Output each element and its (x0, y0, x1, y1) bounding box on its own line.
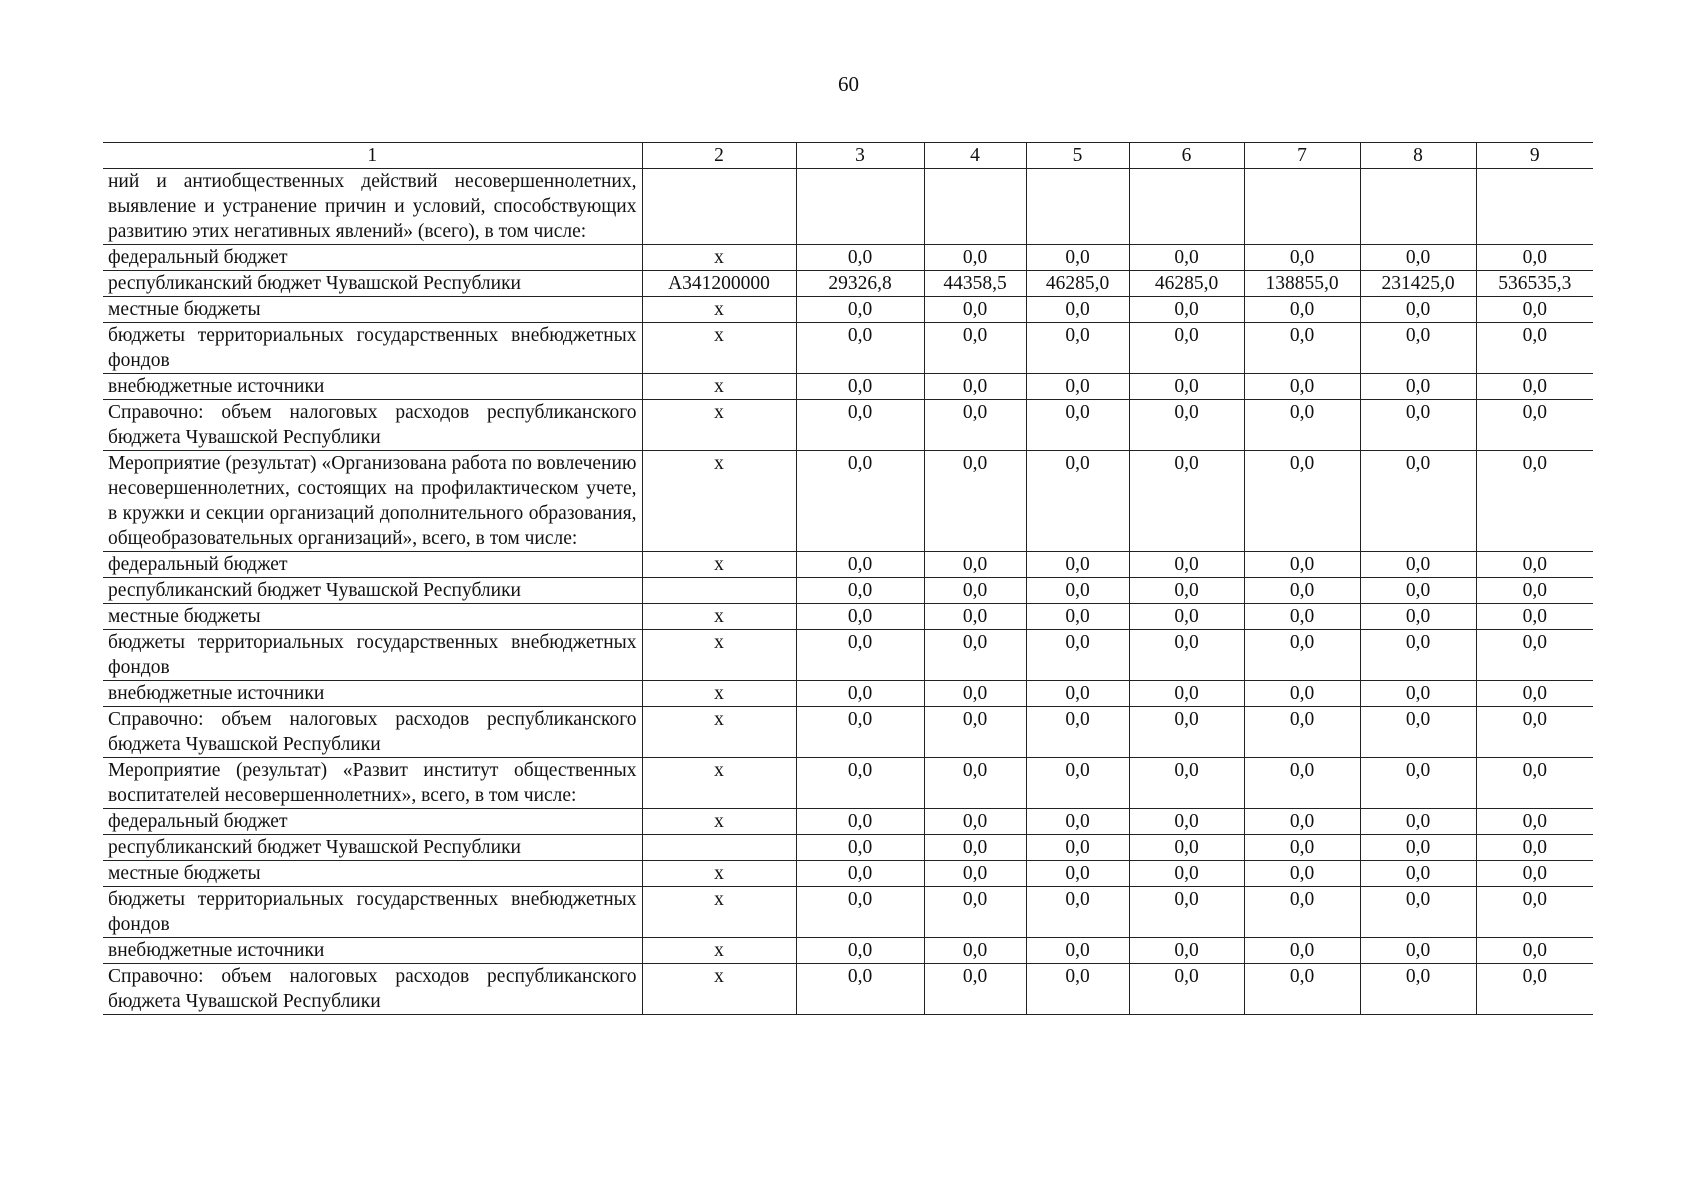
row-value-cell: 0,0 (1244, 835, 1360, 861)
table-row (103, 887, 1593, 938)
row-value-cell: 0,0 (924, 809, 1026, 835)
column-header-2: 2 (642, 143, 796, 169)
row-value-cell (1244, 169, 1360, 245)
row-value-cell: 46285,0 (1026, 271, 1129, 297)
row-name-cell: бюджеты территориальных государственных внебюджетных фондов (103, 887, 642, 938)
row-code-cell: х (642, 630, 796, 681)
row-code-cell (642, 578, 796, 604)
row-value-cell: 0,0 (1360, 835, 1476, 861)
row-value-cell: 0,0 (1360, 681, 1476, 707)
row-code-cell: х (642, 451, 796, 552)
row-name-cell: бюджеты территориальных государственных внебюджетных фондов (103, 323, 642, 374)
table-row (103, 552, 1593, 578)
row-value-cell: 0,0 (924, 758, 1026, 809)
row-value-cell: 0,0 (1244, 297, 1360, 323)
row-value-cell: 46285,0 (1129, 271, 1244, 297)
row-value-cell: 0,0 (796, 681, 924, 707)
row-value-cell: 0,0 (1244, 400, 1360, 451)
row-value-cell: 0,0 (1129, 630, 1244, 681)
row-value-cell: 0,0 (1026, 451, 1129, 552)
row-value-cell: 536535,3 (1476, 271, 1593, 297)
row-code-cell: х (642, 758, 796, 809)
table-row (103, 323, 1593, 374)
row-value-cell: 0,0 (924, 297, 1026, 323)
column-header-7: 7 (1244, 143, 1360, 169)
column-header-8: 8 (1360, 143, 1476, 169)
row-value-cell: 231425,0 (1360, 271, 1476, 297)
row-value-cell: 0,0 (796, 964, 924, 1015)
budget-table (103, 142, 1593, 1015)
row-value-cell: 0,0 (1476, 707, 1593, 758)
row-value-cell: 0,0 (1244, 552, 1360, 578)
row-value-cell: 0,0 (1026, 630, 1129, 681)
row-value-cell: 0,0 (1476, 887, 1593, 938)
row-value-cell: 0,0 (1244, 630, 1360, 681)
row-value-cell: 0,0 (1129, 707, 1244, 758)
row-value-cell: 0,0 (796, 809, 924, 835)
table-row (103, 630, 1593, 681)
row-value-cell (796, 169, 924, 245)
row-name-cell: федеральный бюджет (103, 245, 642, 271)
row-value-cell: 0,0 (1476, 861, 1593, 887)
table-row (103, 374, 1593, 400)
row-value-cell: 0,0 (924, 451, 1026, 552)
row-code-cell: х (642, 681, 796, 707)
table-row (103, 938, 1593, 964)
row-value-cell: 0,0 (1360, 374, 1476, 400)
row-code-cell: х (642, 400, 796, 451)
table-row (103, 245, 1593, 271)
row-code-cell: х (642, 245, 796, 271)
row-value-cell: 0,0 (796, 758, 924, 809)
row-value-cell: 0,0 (1360, 451, 1476, 552)
row-value-cell: 0,0 (1026, 707, 1129, 758)
row-value-cell: 0,0 (1244, 758, 1360, 809)
row-value-cell: 0,0 (796, 861, 924, 887)
row-value-cell: 0,0 (1476, 374, 1593, 400)
row-value-cell: 0,0 (1244, 809, 1360, 835)
row-value-cell: 0,0 (1476, 400, 1593, 451)
row-value-cell: 0,0 (1129, 887, 1244, 938)
row-value-cell: 0,0 (1360, 245, 1476, 271)
table-row (103, 578, 1593, 604)
row-value-cell: 0,0 (1476, 297, 1593, 323)
row-value-cell: 0,0 (1476, 245, 1593, 271)
row-value-cell: 0,0 (924, 245, 1026, 271)
row-name-cell: республиканский бюджет Чувашской Республики (103, 835, 642, 861)
row-name-cell: Справочно: объем налоговых расходов республиканского бюджета Чувашской Республики (103, 707, 642, 758)
row-value-cell: 0,0 (924, 552, 1026, 578)
column-header-5: 5 (1026, 143, 1129, 169)
row-value-cell: 0,0 (1129, 938, 1244, 964)
row-value-cell (924, 169, 1026, 245)
row-value-cell: 0,0 (924, 681, 1026, 707)
column-header-9: 9 (1476, 143, 1593, 169)
row-value-cell: 0,0 (924, 323, 1026, 374)
row-value-cell: 0,0 (1129, 400, 1244, 451)
row-value-cell: 0,0 (1026, 835, 1129, 861)
row-value-cell: 0,0 (1026, 245, 1129, 271)
row-value-cell: 0,0 (1026, 374, 1129, 400)
row-value-cell: 0,0 (924, 835, 1026, 861)
row-code-cell: А341200000 (642, 271, 796, 297)
row-value-cell: 0,0 (1360, 758, 1476, 809)
row-value-cell (1476, 169, 1593, 245)
row-value-cell: 0,0 (924, 964, 1026, 1015)
row-value-cell: 0,0 (1129, 245, 1244, 271)
row-value-cell: 0,0 (1244, 578, 1360, 604)
table-row (103, 604, 1593, 630)
row-value-cell: 0,0 (796, 400, 924, 451)
row-value-cell: 0,0 (1129, 604, 1244, 630)
row-value-cell: 0,0 (1129, 758, 1244, 809)
row-value-cell: 0,0 (796, 630, 924, 681)
row-name-cell: бюджеты территориальных государственных внебюджетных фондов (103, 630, 642, 681)
row-value-cell (1360, 169, 1476, 245)
row-name-cell: местные бюджеты (103, 604, 642, 630)
row-name-cell: федеральный бюджет (103, 809, 642, 835)
table-row (103, 861, 1593, 887)
row-value-cell: 0,0 (1360, 552, 1476, 578)
row-value-cell: 0,0 (796, 374, 924, 400)
row-value-cell: 0,0 (1244, 707, 1360, 758)
row-value-cell: 0,0 (1026, 887, 1129, 938)
row-value-cell: 0,0 (924, 938, 1026, 964)
row-name-cell: республиканский бюджет Чувашской Республики (103, 271, 642, 297)
row-value-cell: 0,0 (1026, 297, 1129, 323)
row-value-cell: 0,0 (1476, 964, 1593, 1015)
row-code-cell: х (642, 604, 796, 630)
row-name-cell: местные бюджеты (103, 297, 642, 323)
table-row (103, 297, 1593, 323)
row-value-cell (1129, 169, 1244, 245)
row-name-cell: внебюджетные источники (103, 681, 642, 707)
row-value-cell: 0,0 (1129, 809, 1244, 835)
row-value-cell: 0,0 (796, 604, 924, 630)
row-value-cell: 0,0 (1026, 323, 1129, 374)
row-value-cell: 0,0 (1360, 707, 1476, 758)
row-value-cell: 0,0 (1244, 887, 1360, 938)
row-value-cell: 0,0 (1360, 604, 1476, 630)
row-value-cell: 0,0 (1360, 297, 1476, 323)
row-code-cell (642, 169, 796, 245)
table-row (103, 707, 1593, 758)
row-value-cell: 0,0 (1129, 964, 1244, 1015)
row-value-cell: 0,0 (1244, 861, 1360, 887)
row-value-cell: 0,0 (1129, 681, 1244, 707)
row-value-cell: 44358,5 (924, 271, 1026, 297)
row-value-cell: 0,0 (1129, 835, 1244, 861)
row-value-cell: 0,0 (796, 451, 924, 552)
row-value-cell: 0,0 (1244, 323, 1360, 374)
row-value-cell: 0,0 (1476, 758, 1593, 809)
row-value-cell: 0,0 (1026, 861, 1129, 887)
row-code-cell: х (642, 964, 796, 1015)
row-value-cell: 0,0 (796, 578, 924, 604)
row-value-cell: 0,0 (1360, 323, 1476, 374)
row-value-cell: 0,0 (1244, 604, 1360, 630)
row-value-cell: 0,0 (796, 297, 924, 323)
row-value-cell: 0,0 (1026, 578, 1129, 604)
row-value-cell: 0,0 (796, 323, 924, 374)
row-value-cell: 0,0 (1360, 400, 1476, 451)
row-value-cell: 0,0 (796, 552, 924, 578)
row-code-cell: х (642, 323, 796, 374)
row-value-cell: 0,0 (1476, 323, 1593, 374)
row-value-cell: 0,0 (1360, 809, 1476, 835)
row-value-cell: 0,0 (1476, 835, 1593, 861)
row-name-cell: Мероприятие (результат) «Организована работа по вовлечению несовершеннолетних, состоящих на профилактическом учете, в кружки и секции организаций дополнительного образования, общеобразовательных организаций», всего, в том числе: (103, 451, 642, 552)
row-name-cell: республиканский бюджет Чувашской Республики (103, 578, 642, 604)
row-value-cell: 0,0 (1129, 374, 1244, 400)
row-value-cell: 0,0 (1360, 578, 1476, 604)
row-value-cell: 29326,8 (796, 271, 924, 297)
row-name-cell: федеральный бюджет (103, 552, 642, 578)
row-value-cell: 0,0 (1244, 451, 1360, 552)
row-value-cell: 0,0 (924, 707, 1026, 758)
row-value-cell: 0,0 (796, 938, 924, 964)
row-value-cell: 0,0 (1026, 604, 1129, 630)
row-value-cell: 0,0 (924, 604, 1026, 630)
table-row (103, 451, 1593, 552)
row-value-cell: 0,0 (924, 578, 1026, 604)
row-code-cell: х (642, 861, 796, 887)
row-value-cell: 0,0 (1476, 630, 1593, 681)
row-value-cell: 0,0 (1476, 552, 1593, 578)
page-number: 60 (838, 72, 859, 96)
column-header-1: 1 (103, 143, 642, 169)
row-code-cell: х (642, 374, 796, 400)
row-value-cell: 0,0 (1026, 964, 1129, 1015)
table-row (103, 964, 1593, 1015)
row-value-cell: 0,0 (1476, 681, 1593, 707)
table-row (103, 681, 1593, 707)
row-value-cell: 0,0 (1360, 887, 1476, 938)
row-code-cell: х (642, 809, 796, 835)
table-row (103, 400, 1593, 451)
column-header-4: 4 (924, 143, 1026, 169)
row-value-cell: 0,0 (1476, 578, 1593, 604)
row-value-cell: 0,0 (1129, 323, 1244, 374)
table-row (103, 169, 1593, 245)
row-value-cell: 0,0 (796, 887, 924, 938)
row-code-cell (642, 835, 796, 861)
table-row (103, 758, 1593, 809)
row-code-cell: х (642, 938, 796, 964)
row-name-cell: внебюджетные источники (103, 938, 642, 964)
row-name-cell: внебюджетные источники (103, 374, 642, 400)
row-code-cell: х (642, 707, 796, 758)
column-header-3: 3 (796, 143, 924, 169)
row-value-cell: 0,0 (1360, 630, 1476, 681)
row-value-cell: 0,0 (1026, 809, 1129, 835)
row-value-cell: 0,0 (1129, 297, 1244, 323)
row-name-cell: Справочно: объем налоговых расходов республиканского бюджета Чувашской Республики (103, 400, 642, 451)
row-value-cell: 0,0 (1476, 451, 1593, 552)
row-value-cell: 0,0 (924, 630, 1026, 681)
row-value-cell: 0,0 (796, 245, 924, 271)
row-value-cell: 0,0 (1026, 400, 1129, 451)
table-header-row (103, 143, 1593, 169)
row-value-cell: 0,0 (924, 400, 1026, 451)
row-name-cell: Справочно: объем налоговых расходов республиканского бюджета Чувашской Республики (103, 964, 642, 1015)
row-value-cell: 0,0 (1026, 758, 1129, 809)
row-value-cell: 0,0 (1244, 681, 1360, 707)
row-code-cell: х (642, 297, 796, 323)
row-value-cell: 0,0 (1129, 578, 1244, 604)
row-value-cell: 0,0 (924, 374, 1026, 400)
row-value-cell: 0,0 (1360, 964, 1476, 1015)
row-value-cell: 0,0 (1244, 245, 1360, 271)
row-code-cell: х (642, 887, 796, 938)
row-value-cell: 0,0 (796, 835, 924, 861)
column-header-6: 6 (1129, 143, 1244, 169)
table-row (103, 809, 1593, 835)
table-row (103, 835, 1593, 861)
row-value-cell (1026, 169, 1129, 245)
row-value-cell: 0,0 (1244, 964, 1360, 1015)
row-value-cell: 0,0 (1244, 374, 1360, 400)
table-body (103, 169, 1593, 1015)
row-value-cell: 0,0 (1026, 552, 1129, 578)
row-name-cell: Мероприятие (результат) «Развит институт общественных воспитателей несовершеннолетних», всего, в том числе: (103, 758, 642, 809)
row-value-cell: 0,0 (1476, 809, 1593, 835)
row-value-cell: 0,0 (1129, 552, 1244, 578)
row-name-cell: ний и антиобщественных действий несовершеннолетних, выявление и устранение причин и условий, способствующих развитию этих негативных явлений» (всего), в том числе: (103, 169, 642, 245)
row-value-cell: 0,0 (1360, 861, 1476, 887)
row-value-cell: 0,0 (924, 887, 1026, 938)
row-value-cell: 0,0 (1476, 604, 1593, 630)
row-value-cell: 0,0 (1026, 681, 1129, 707)
row-value-cell: 138855,0 (1244, 271, 1360, 297)
table-row (103, 271, 1593, 297)
row-value-cell: 0,0 (1129, 451, 1244, 552)
row-value-cell: 0,0 (924, 861, 1026, 887)
row-value-cell: 0,0 (796, 707, 924, 758)
row-value-cell: 0,0 (1129, 861, 1244, 887)
row-name-cell: местные бюджеты (103, 861, 642, 887)
row-value-cell: 0,0 (1244, 938, 1360, 964)
row-value-cell: 0,0 (1026, 938, 1129, 964)
row-code-cell: х (642, 552, 796, 578)
row-value-cell: 0,0 (1360, 938, 1476, 964)
row-value-cell: 0,0 (1476, 938, 1593, 964)
